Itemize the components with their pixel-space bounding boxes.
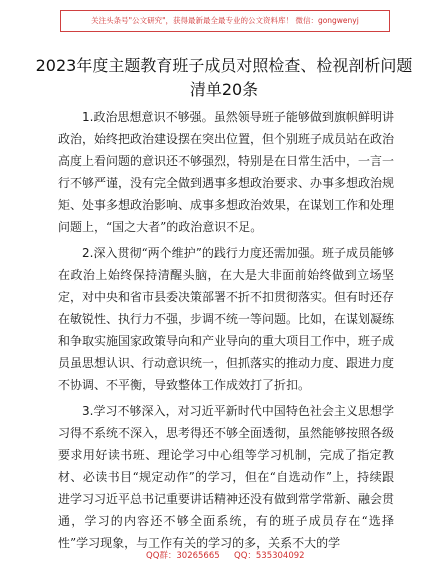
document-body: [58, 106, 395, 550]
paragraph-3-number: 3.: [82, 404, 94, 418]
paragraph-1-number: 1.: [82, 110, 94, 124]
paragraph-2-number: 2.: [82, 246, 94, 260]
paragraph-1: [58, 106, 394, 238]
paragraph-1-text: 政治思想意识不够强。虽然领导班子能够做到旗帜鲜明讲政治，始终把政治建设摆在突出位置，但个别班子成员站在政治高度上看问题的意识还不够强烈，特别是在日常生活中，一言一行不够严谨，没有完全做到遇事多想政治要求、办事多想政治规矩、处事多想政治影响、成事多想政治效果，在谋划工作和处理问题上，“国之大者”的政治意识不足。: [58, 110, 395, 234]
footer-qq-group: QQ群：30265665: [146, 551, 220, 561]
document-title: 2023年度主题教育班子成员对照检查、检视剖析问题清单20条: [35, 56, 413, 99]
page-footer: [0, 548, 448, 564]
footer-qq-contact: QQ：535304092: [234, 551, 305, 561]
promo-banner-text: 关注头条号"公文研究"，获得最新最全最专业的公文资料库！ 微信：gongwenyj: [91, 16, 359, 25]
paragraph-3: [58, 400, 395, 550]
promo-banner: [60, 10, 390, 32]
paragraph-2: [58, 242, 394, 396]
paragraph-2-text: 深入贯彻“两个维护”的践行力度还需加强。班子成员能够在政治上始终保持清醒头脑，在大是大非面前始终做到立场坚定，对中央和省市县委决策部署不折不扣贯彻落实。但有时还存在敏锐性、执行力不强，步调不统一等问题。比如，在谋划凝练和争取实施国家政策导向和产业导向的重大项目工作中，班子成员虽思想认识、行动意识统一，但抓落实的推动力度、跟进力度不协调、不平衡，导致整体工作成效打了折扣。: [58, 246, 395, 392]
paragraph-3-text: 学习不够深入，对习近平新时代中国特色社会主义思想学习得不系统不深入，思考得还不够全面透彻，虽然能够按照各级要求用好读书班、理论学习中心组等学习机制，完成了指定教材、必读书目“规定动作”的学习，但在“自选动作”上，持续跟进学习习近平总书记重要讲话精神还没有做到常学常新、融会贯通，学习的内容还不够全面系统，有的班子成员存在“选择性”学习现象，与工作有关的学习的多，关系不大的学: [58, 404, 395, 550]
